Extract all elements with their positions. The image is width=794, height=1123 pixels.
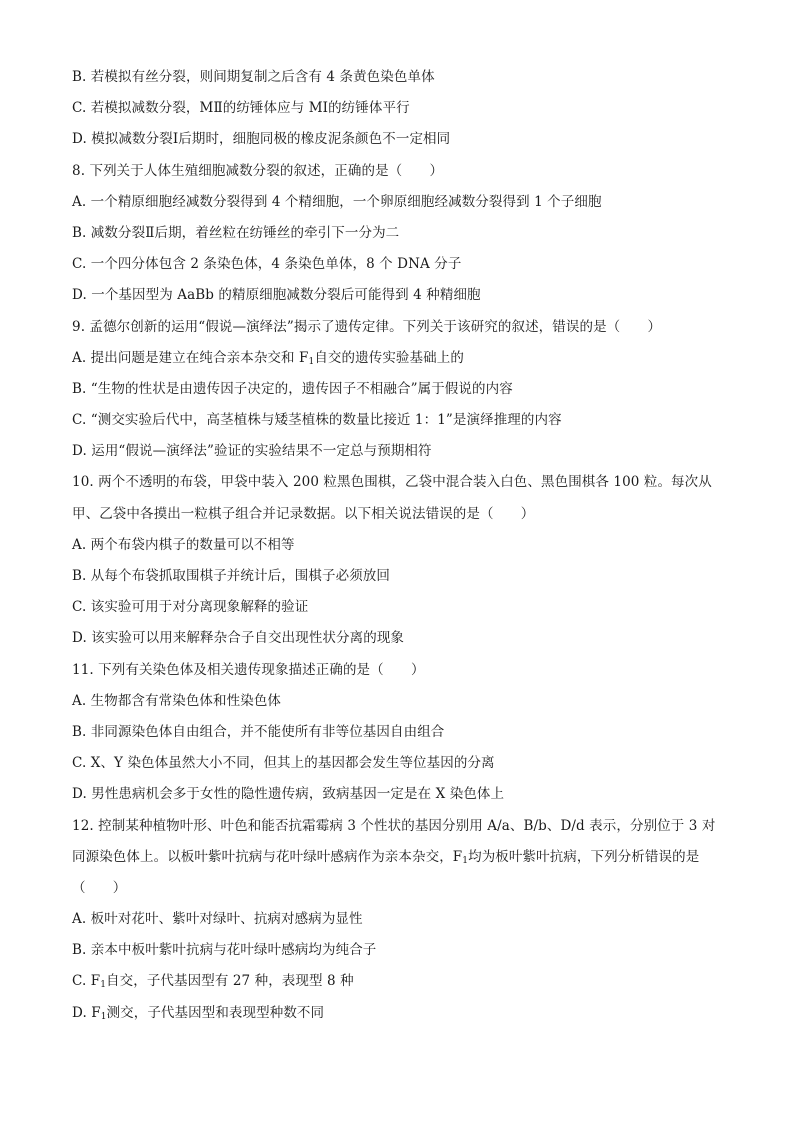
option-9a: A. 提出问题是建立在纯合亲本杂交和 $F_1$自交的遗传实验基础上的	[72, 349, 464, 367]
option-8c: C. 一个四分体包含 2 条染色体，4 条染色单体，8 个 DNA 分子	[72, 256, 462, 273]
question-12-stem-line1: 12. 控制某种植物叶形、叶色和能否抗霜霉病 3 个性状的基因分别用 A/a、B/b、D/d 表示，分别位于 3 对	[72, 817, 716, 834]
option-7d: D. 模拟减数分裂Ⅰ后期时，细胞同极的橡皮泥条颜色不一定相同	[72, 131, 451, 148]
option-10d: D. 该实验可以用来解释杂合子自交出现性状分离的现象	[72, 630, 405, 647]
question-10-stem-line2: 甲、乙袋中各摸出一粒棋子组合并记录数据。以下相关说法错误的是（ ）	[72, 505, 535, 522]
option-12d: D. $F_1$测交，子代基因型和表现型种数不同	[72, 1004, 325, 1022]
question-8-stem: 8. 下列关于人体生殖细胞减数分裂的叙述，正确的是（ ）	[72, 162, 444, 179]
question-12-stem-line2: 同源染色体上。以板叶紫叶抗病与花叶绿叶感病作为亲本杂交，$F_1$均为板叶紫叶抗病，下列分析错误的是	[72, 848, 700, 866]
option-12a: A. 板叶对花叶、紫叶对绿叶、抗病对感病为显性	[72, 911, 363, 928]
question-10-stem-line1: 10. 两个不透明的布袋，甲袋中装入 200 粒黑色围棋，乙袋中混合装入白色、黑色围棋各 100 粒。每次从	[72, 474, 712, 491]
option-11d: D. 男性患病机会多于女性的隐性遗传病，致病基因一定是在 X 染色体上	[72, 786, 505, 803]
option-11b: B. 非同源染色体自由组合，并不能使所有非等位基因自由组合	[72, 723, 445, 740]
question-9-stem: 9. 孟德尔创新的运用“假说—演绎法”揭示了遗传定律。下列关于该研究的叙述，错误的是（ ）	[72, 318, 662, 335]
option-8d: D. 一个基因型为 AaBb 的精原细胞减数分裂后可能得到 4 种精细胞	[72, 287, 481, 304]
option-11c: C. X、Y 染色体虽然大小不同，但其上的基因都会发生等位基因的分离	[72, 755, 495, 772]
option-10b: B. 从每个布袋抓取围棋子并统计后，围棋子必须放回	[72, 568, 391, 584]
option-11a: A. 生物都含有常染色体和性染色体	[72, 692, 282, 709]
document-page	[72, 62, 732, 1029]
option-9d: D. 运用“假说—演绎法”验证的实验结果不一定总与预期相符	[72, 443, 432, 460]
option-8a: A. 一个精原细胞经减数分裂得到 4 个精细胞，一个卵原细胞经减数分裂得到 1 个子细胞	[72, 193, 602, 210]
option-12b: B. 亲本中板叶紫叶抗病与花叶绿叶感病均为纯合子	[72, 942, 377, 959]
option-9c: C. “测交实验后代中，高茎植株与矮茎植株的数量比接近 1：1”是演绎推理的内容	[72, 412, 562, 429]
question-11-stem: 11. 下列有关染色体及相关遗传现象描述正确的是（ ）	[72, 661, 425, 678]
option-10c: C. 该实验可用于对分离现象解释的验证	[72, 599, 309, 616]
option-8b: B. 减数分裂Ⅱ后期，着丝粒在纺锤丝的牵引下一分为二	[72, 224, 400, 241]
option-12c: C. $F_1$自交，子代基因型有 27 种，表现型 8 种	[72, 973, 354, 991]
option-7b: B. 若模拟有丝分裂，则间期复制之后含有 4 条黄色染色单体	[72, 69, 435, 85]
question-12-stem-line3: （ ）	[72, 879, 127, 896]
option-9b: B. “生物的性状是由遗传因子决定的，遗传因子不相融合”属于假说的内容	[72, 380, 513, 397]
option-7c: C. 若模拟减数分裂，MⅡ的纺锤体应与 MⅠ的纺锤体平行	[72, 100, 410, 117]
option-10a: A. 两个布袋内棋子的数量可以不相等	[72, 536, 295, 553]
